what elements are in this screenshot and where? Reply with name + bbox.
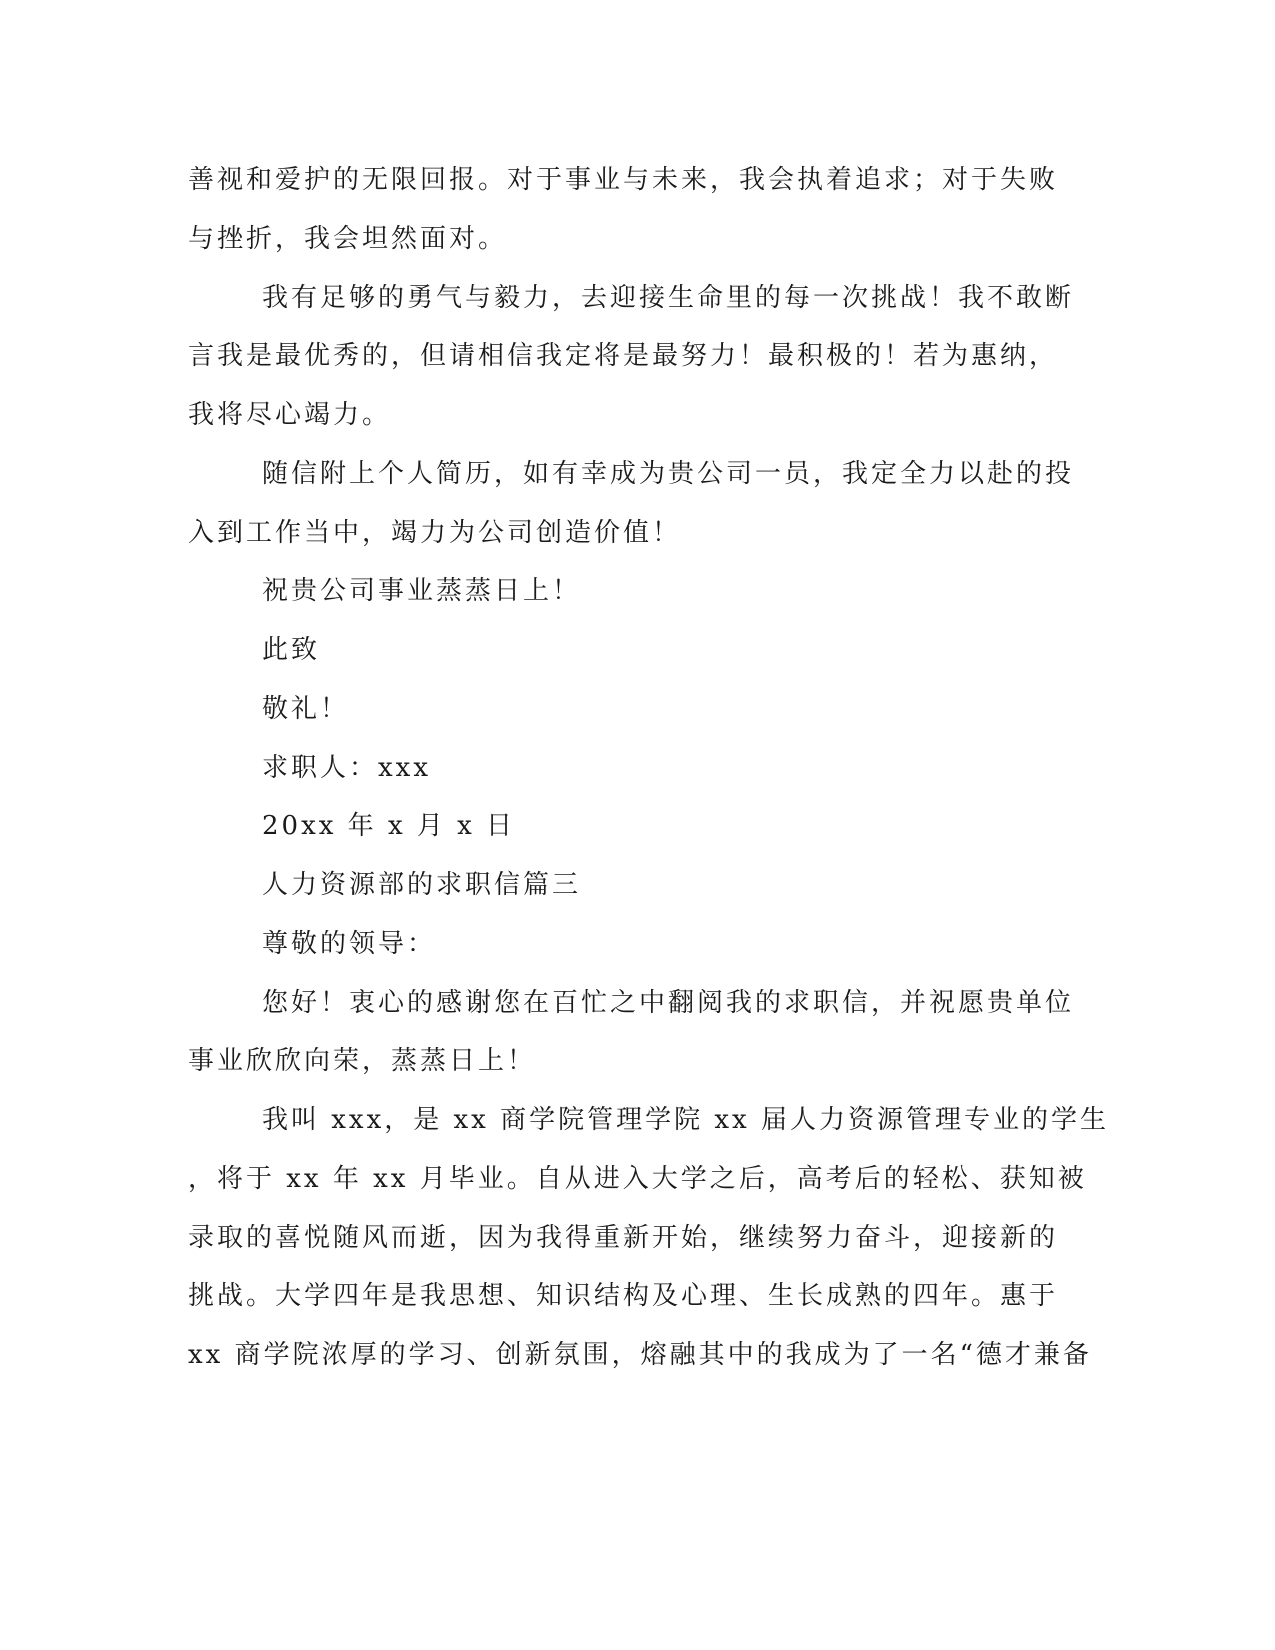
applicant-name: 求职人：xxx [262,753,431,783]
letter-date: 20xx 年 x 月 x 日 [262,811,516,841]
text-line: xx 商学院浓厚的学习、创新氛围，熔融其中的我成为了一名“德才兼备 [188,1340,1092,1370]
text-line: 与挫折，我会坦然面对。 [188,224,508,254]
paragraph-start: 随信附上个人简历，如有幸成为贵公司一员，我定全力以赴的投 [262,459,1075,489]
text-line: 言我是最优秀的，但请相信我定将是最努力！最积极的！若为惠纳， [188,341,1059,371]
text-line: 入到工作当中，竭力为公司创造价值！ [188,518,682,548]
closing-regards: 敬礼！ [262,694,350,724]
paragraph-start: 我叫 xxx，是 xx 商学院管理学院 xx 届人力资源管理专业的学生 [262,1105,1109,1135]
paragraph-start: 您好！衷心的感谢您在百忙之中翻阅我的求职信，并祝愿贵单位 [262,988,1075,1018]
text-line: 挑战。大学四年是我思想、知识结构及心理、生长成熟的四年。惠于 [188,1281,1059,1311]
text-line: 我将尽心竭力。 [188,400,392,430]
paragraph-start: 我有足够的勇气与毅力，去迎接生命里的每一次挑战！我不敢断 [262,283,1075,313]
section-title: 人力资源部的求职信篇三 [262,870,582,900]
text-line: 善视和爱护的无限回报。对于事业与未来，我会执着追求；对于失败 [188,165,1059,195]
closing-salutation: 此致 [262,635,321,665]
text-line: 录取的喜悦随风而逝，因为我得重新开始，继续努力奋斗，迎接新的 [188,1223,1059,1253]
text-line: ，将于 xx 年 xx 月毕业。自从进入大学之后，高考后的轻松、获知被 [188,1164,1087,1194]
text-line: 事业欣欣向荣，蒸蒸日上！ [188,1046,537,1076]
closing-wish: 祝贵公司事业蒸蒸日上！ [262,576,582,606]
greeting: 尊敬的领导： [262,929,437,959]
